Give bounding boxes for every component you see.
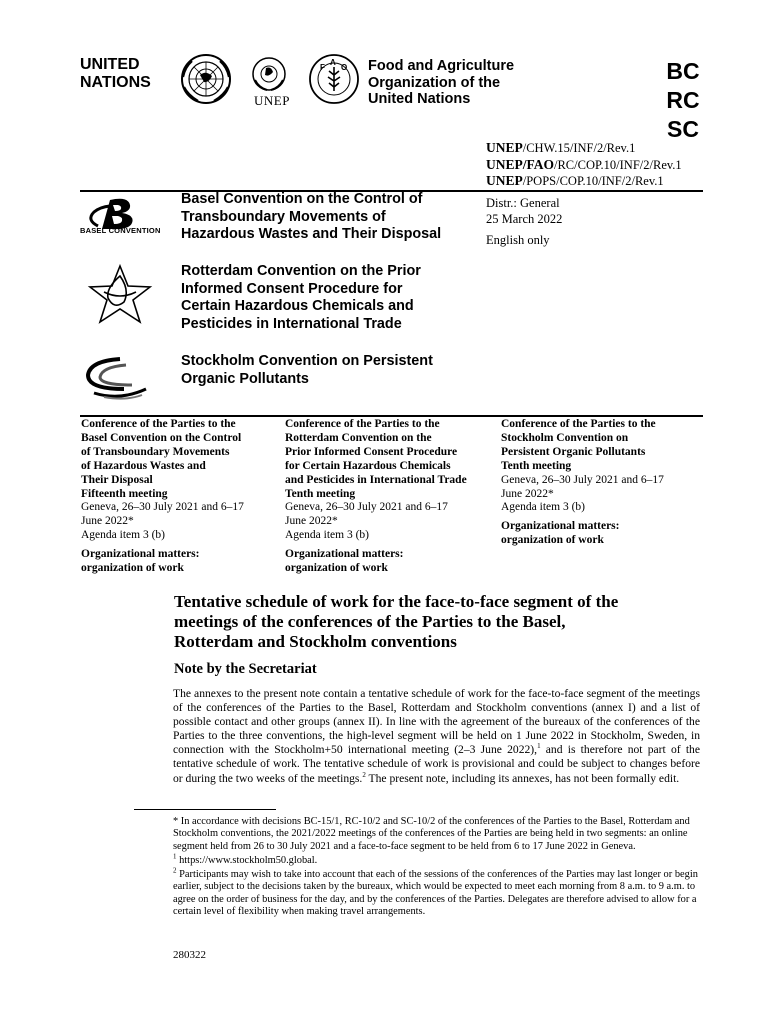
body-paragraph: The annexes to the present note contain a tentative schedule of work for the face-to-face segment of the meetings of the conferences of the Parties to the Basel, Rotterdam and Stockholm conventions (annex I) and a list of possible contact and other groups (annex II). In line with the agreement of the bureaux of the conferences of the Parties to the three conventions, the high-level segment will be held on 1 June 2022 in Stockholm, Sweden, in connection with the Stockholm+50 international meeting (2–3 June 2022),$^1$ and is therefore not part of the tentative schedule of work. The tentative schedule of work is provisional and could be subject to changes before or during the two weeks of the meetings.$^2$ The present note, including its annexes, has not been formally edit. bbox=[173, 687, 701, 785]
document-symbol: UNEP/CHW.15/INF/2/Rev.1 bbox=[486, 140, 636, 155]
svg-text:O: O bbox=[341, 63, 348, 72]
note-by-secretariat: Note by the Secretariat bbox=[174, 661, 317, 677]
unep-emblem-icon bbox=[253, 58, 285, 90]
basel-meeting-column: Conference of the Parties to the Basel Convention on the Control of Transboundary Movements of Hazardous Wastes and Their Disposal Fifteenth meeting Geneva, 26–30 July 2021 and 6–17 June 2022* Agenda item 3 (b) Organizational matters: organization of work bbox=[81, 418, 244, 575]
stockholm-convention-title: Stockholm Convention on Persistent Organic Pollutants bbox=[181, 353, 433, 387]
distr-date: 25 March 2022 bbox=[486, 211, 563, 226]
convention-rule bbox=[80, 415, 703, 417]
rotterdam-meeting-column: Conference of the Parties to the Rotterdam Convention on the Prior Informed Consent Procedure for Certain Hazardous Chemicals and Pesticides in International Trade Tenth meeting Geneva, 26–30 July 2021 and 6–17 June 2022* Agenda item 3 (b) Organizational matters: organization of work bbox=[285, 418, 467, 575]
distribution-block bbox=[486, 196, 562, 227]
fao-emblem-icon bbox=[310, 55, 358, 103]
basel-logo-text: BASEL CONVENTION bbox=[80, 226, 161, 235]
rotterdam-convention-logo bbox=[84, 262, 156, 326]
fao-name-line: United Nations bbox=[368, 91, 471, 107]
footnotes bbox=[173, 816, 700, 920]
footnote-1: $^1$ https://www.stockholm50.global. bbox=[173, 852, 318, 866]
un-name-line: NATIONS bbox=[80, 74, 151, 91]
distr-text: Distr.: General bbox=[486, 196, 560, 210]
fao-name-line: Organization of the bbox=[368, 74, 501, 91]
rotterdam-star-icon bbox=[90, 266, 150, 322]
svg-text:F: F bbox=[320, 63, 325, 72]
document-number: 280322 bbox=[173, 949, 206, 961]
fao-name bbox=[368, 58, 514, 108]
footnote-separator bbox=[134, 809, 276, 810]
bcrcsc-line: SC bbox=[667, 116, 699, 142]
fao-name-line: Food and Agriculture bbox=[368, 58, 515, 74]
document-symbols bbox=[486, 140, 682, 190]
document-symbol: UNEP/FAO/RC/COP.10/INF/2/Rev.1 bbox=[486, 156, 682, 172]
un-name bbox=[80, 56, 151, 92]
basel-convention-title: Basel Convention on the Control of Transboundary Movements of Hazardous Wastes and Their Disposal bbox=[181, 191, 442, 242]
basel-icon bbox=[91, 199, 133, 229]
rotterdam-convention-title: Rotterdam Convention on the Prior Informed Consent Procedure for Certain Hazardous Chemicals and Pesticides in International Trade bbox=[181, 263, 421, 332]
footnote-ref: 1 bbox=[537, 742, 541, 751]
document-symbol: UNEP/POPS/COP.10/INF/2/Rev.1 bbox=[486, 173, 664, 188]
language-note: English only bbox=[486, 233, 550, 247]
bcrcsc-line: BC bbox=[666, 58, 700, 84]
footnote-ref: 2 bbox=[362, 770, 366, 779]
un-emblem-icon bbox=[182, 55, 230, 103]
stockholm-meeting-column: Conference of the Parties to the Stockholm Convention on Persistent Organic Pollutants Tenth meeting Geneva, 26–30 July 2021 and 6–17 June 2022* Agenda item 3 (b) Organizational matters: organization of work bbox=[501, 418, 664, 547]
footnote-2: $^2$ Participants may wish to take into account that each of the sessions of the conferences of the Parties may last longer or begin earlier, subject to the decisions taken by the bureaux, which would be expected to meet each morning from 8 a.m. to 9 a.m. to agree on the order of business for the day, and by the conferences of the Parties. Delegates are therefore advised to allow for a certain level of flexibility when making travel arrangements. bbox=[173, 866, 698, 918]
document-title: Tentative schedule of work for the face-to-face segment of the meetings of the conferences of the Parties to the Basel, Rotterdam and Stockholm conventions bbox=[174, 592, 619, 651]
bcrcsc-mark bbox=[658, 57, 708, 144]
svg-text:A: A bbox=[330, 58, 336, 67]
stockholm-swoosh-icon bbox=[88, 359, 146, 399]
stockholm-convention-logo bbox=[80, 355, 150, 403]
bcrcsc-line: RC bbox=[666, 87, 700, 113]
unep-logo-text: UNEP bbox=[254, 93, 290, 108]
footnote-star: * In accordance with decisions BC-15/1, RC-10/2 and SC-10/2 of the conferences of the Parties to the Basel, Rotterdam and Stockholm conventions, the 2021/2022 meetings of the conferences of the Parties are being held in two segments: an online segment held from 26 to 30 July 2021 and a face-to-face segment to be held from 6 to 17 June 2022 in Geneva. bbox=[173, 816, 690, 852]
un-name-line: UNITED bbox=[80, 56, 140, 73]
